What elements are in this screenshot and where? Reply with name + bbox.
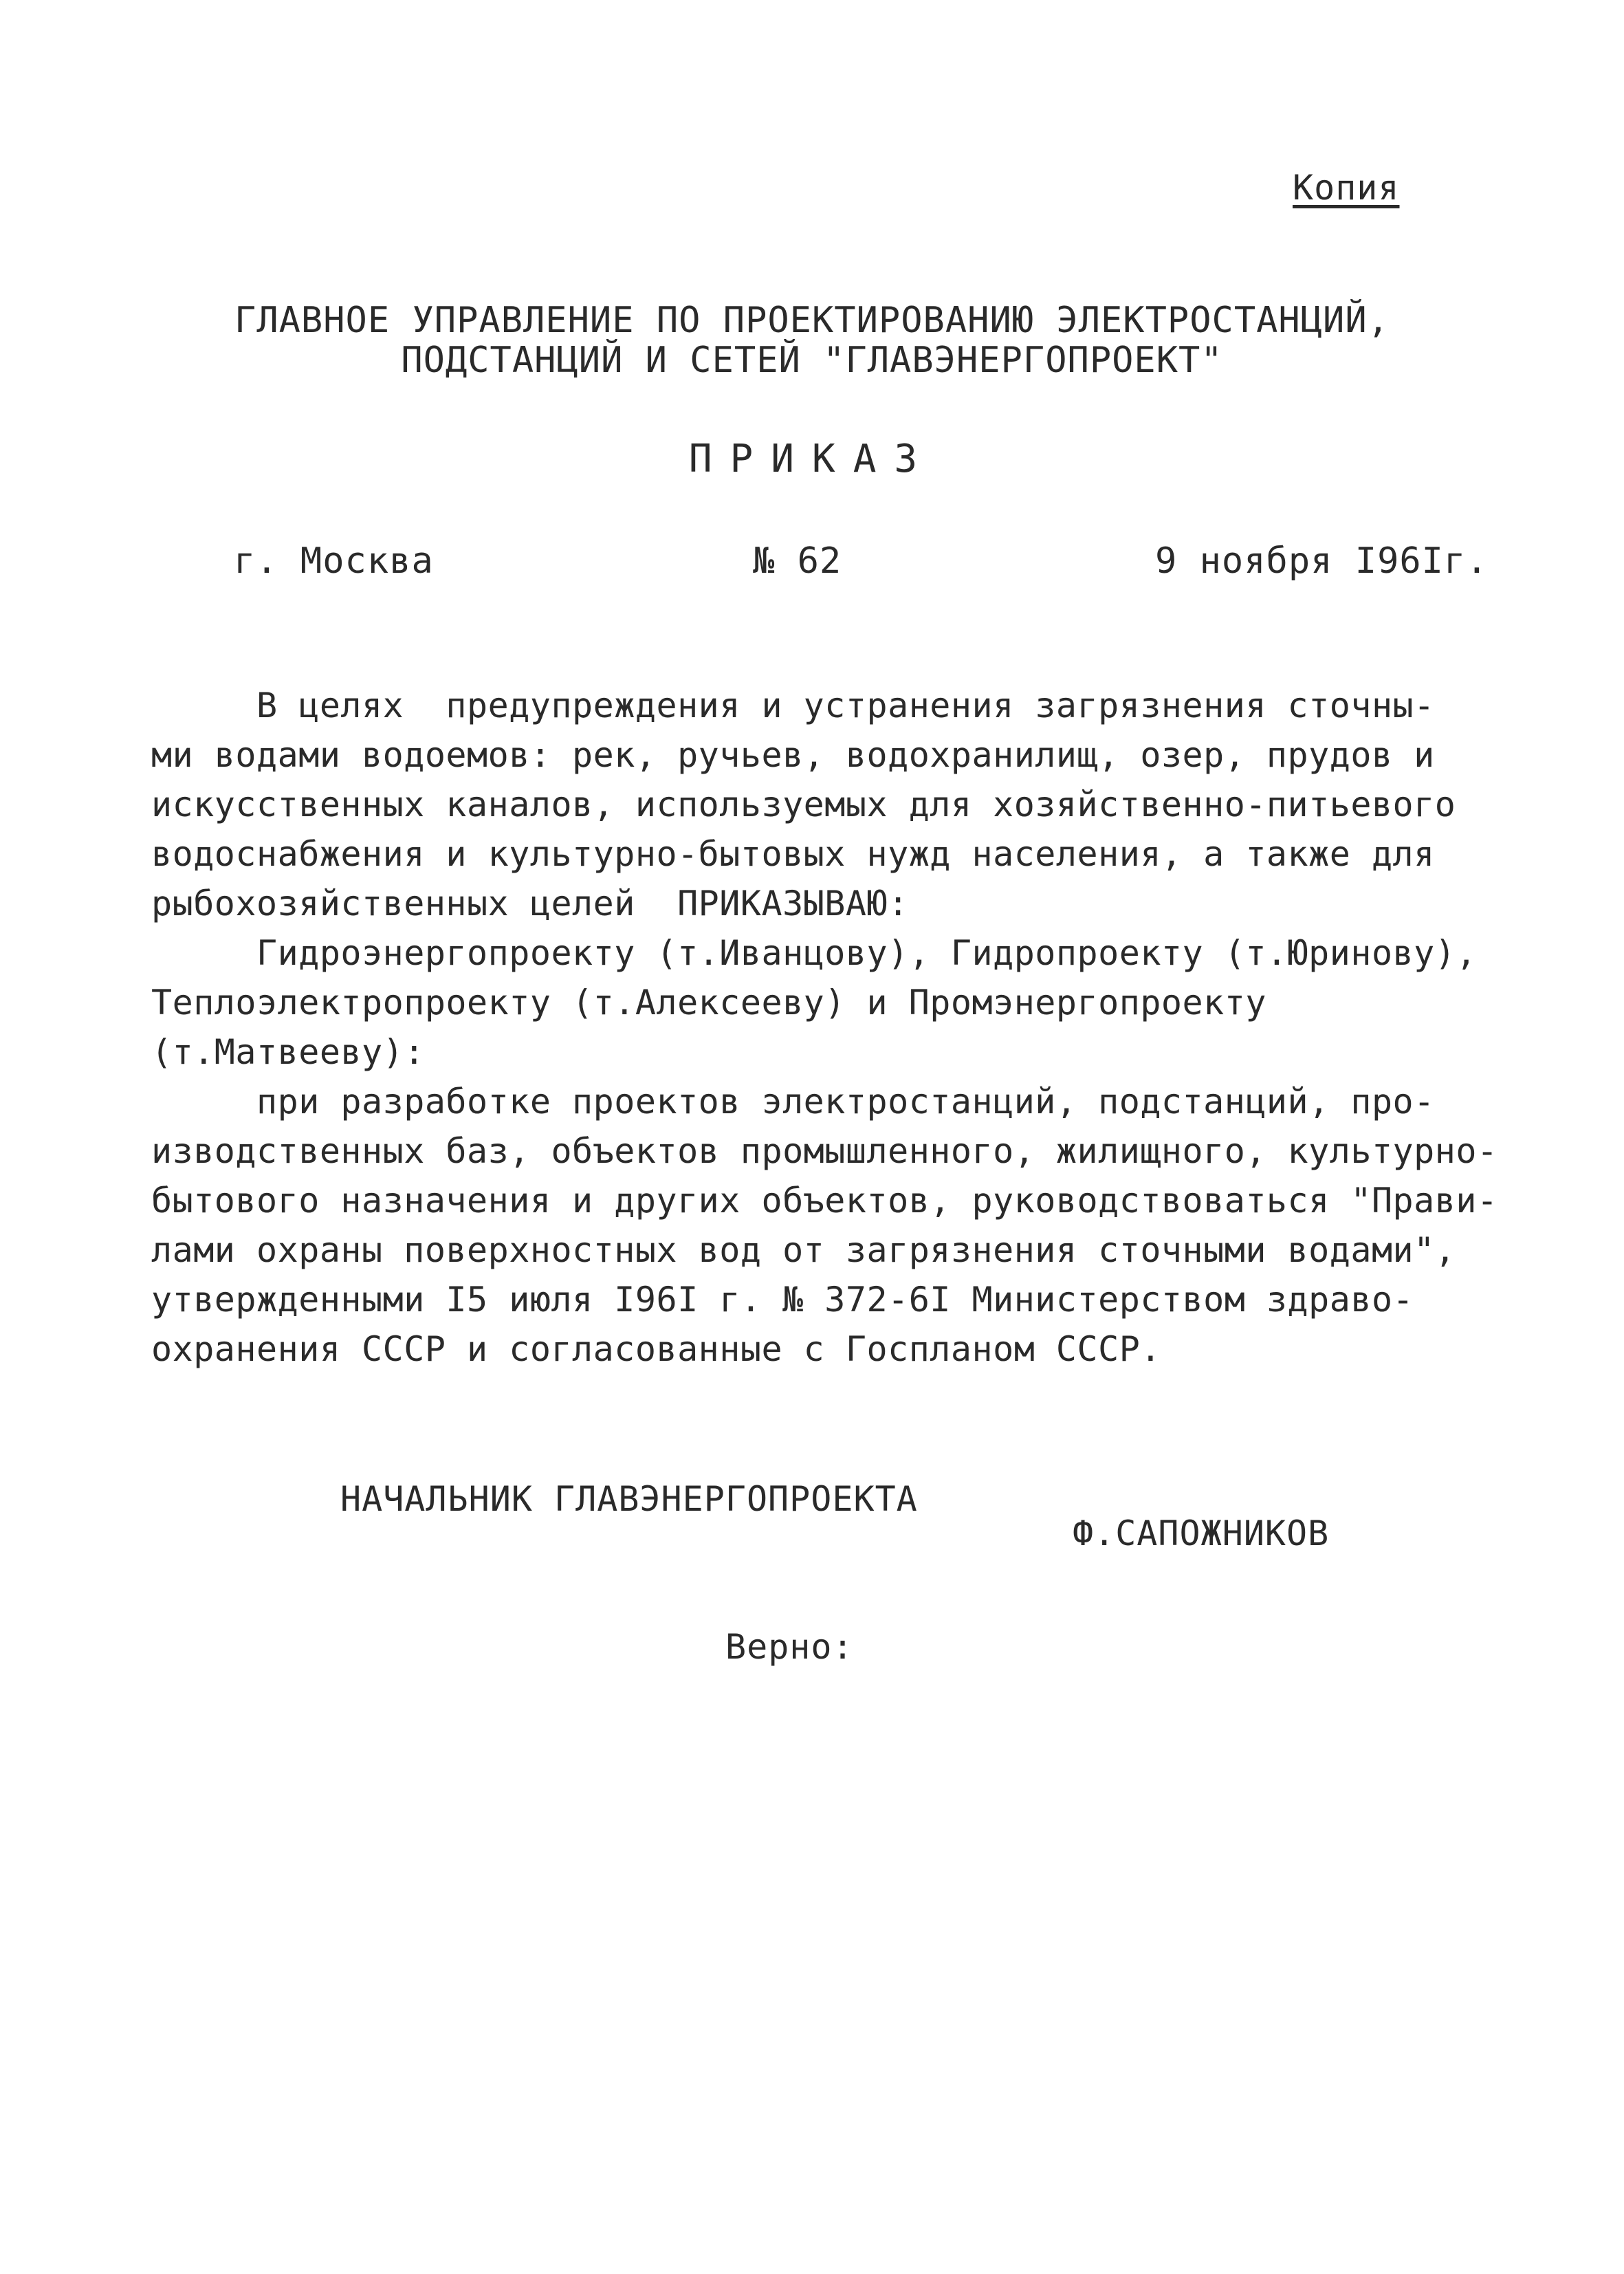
- body-line: Теплоэлектропроекту (т.Алексееву) и Промэнергопроекту: [151, 983, 1266, 1023]
- document-number: № 62: [753, 540, 842, 582]
- body-line: Гидроэнергопроекту (т.Иванцову), Гидропроекту (т.Юринову),: [151, 933, 1477, 973]
- organization-line-2: ПОДСТАНЦИЙ И СЕТЕЙ "ГЛАВЭНЕРГОПРОЕКТ": [401, 340, 1223, 381]
- signatory-title: НАЧАЛЬНИК ГЛАВЭНЕРГОПРОЕКТА: [340, 1479, 918, 1519]
- organization-line-1: ГЛАВНОЕ УПРАВЛЕНИЕ ПО ПРОЕКТИРОВАНИЮ ЭЛЕКТРОСТАНЦИЙ,: [234, 300, 1390, 341]
- body-line: водоснабжения и культурно-бытовых нужд населения, а также для: [151, 834, 1435, 874]
- body-line: охранения СССР и согласованные с Госпланом СССР.: [151, 1329, 1161, 1369]
- body-line: В целях предупреждения и устранения загрязнения сточны-: [151, 686, 1435, 725]
- document-city: г. Москва: [234, 540, 434, 582]
- body-line: лами охраны поверхностных вод от загрязнения сточными водами",: [151, 1230, 1456, 1270]
- body-line: ми водами водоемов: рек, ручьев, водохранилищ, озер, прудов и: [151, 735, 1435, 775]
- body-line: (т.Матвееву):: [151, 1032, 425, 1072]
- body-line: утвержденными I5 июля I96I г. № 372-6I Министерством здраво-: [151, 1280, 1414, 1320]
- body-line: изводственных баз, объектов промышленного, жилищного, культурно-: [151, 1131, 1498, 1171]
- document-title: ПРИКАЗ: [688, 437, 936, 481]
- body-line: при разработке проектов электростанций, подстанций, про-: [151, 1082, 1435, 1122]
- verified-label: Верно:: [725, 1627, 854, 1667]
- copy-mark: Копия: [1293, 168, 1400, 208]
- body-line: искусственных каналов, используемых для хозяйственно-питьевого: [151, 785, 1456, 824]
- document-date: 9 ноября I96Iг.: [1155, 540, 1489, 582]
- order-body: [151, 681, 1499, 1374]
- signatory-name: Ф.САПОЖНИКОВ: [1073, 1513, 1330, 1553]
- body-line: рыбохозяйственных целей ПРИКАЗЫВАЮ:: [151, 884, 909, 923]
- body-line: бытового назначения и других объектов, руководствоваться "Прави-: [151, 1181, 1498, 1221]
